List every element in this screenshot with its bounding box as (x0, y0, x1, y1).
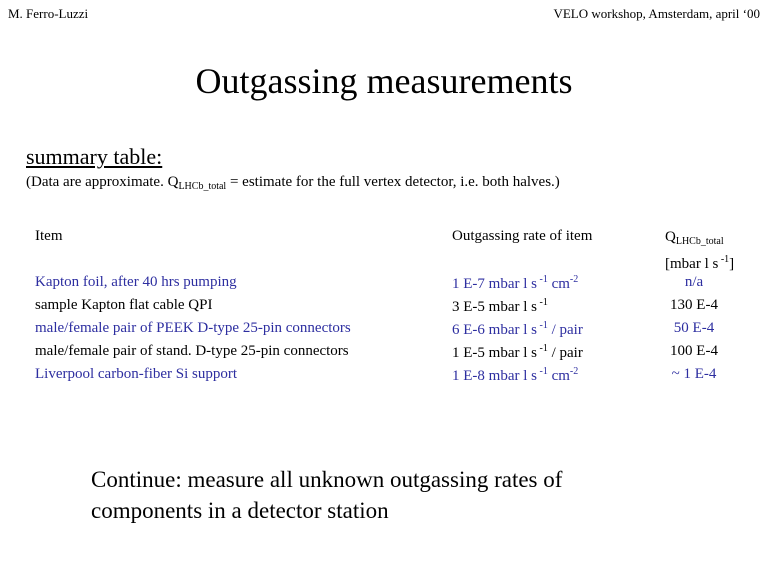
rate-base: 3 E-5 mbar l s (452, 299, 537, 315)
summary-table-label: summary table: (26, 144, 163, 169)
note-text-end: = estimate for the full vertex detector, i.e. both halves.) (226, 174, 560, 190)
rate-base: 6 E-6 mbar l s (452, 322, 537, 338)
table-cell-q: 50 E-4 (673, 320, 715, 336)
table-cell-q: 130 E-4 (670, 297, 718, 313)
table-cell-rate (452, 366, 578, 385)
table-cell-rate (452, 274, 578, 293)
q-unit-prefix: [mbar l s (665, 256, 719, 272)
table-cell-q: ~ 1 E-4 (671, 366, 717, 382)
rate-area-exponent: -2 (569, 274, 579, 285)
note-subscript: LHCb_total (178, 181, 227, 192)
rate-base: 1 E-8 mbar l s (452, 368, 537, 384)
rate-area-exponent: -2 (569, 366, 579, 377)
note-text-start: (Data are approximate. Q (26, 174, 179, 190)
data-note (26, 174, 560, 192)
event-info: VELO workshop, Amsterdam, april ‘00 (553, 6, 760, 21)
q-subscript: LHCb_total (675, 236, 724, 247)
rate-exponent: -1 (536, 297, 548, 308)
slide-title: Outgassing measurements (195, 61, 573, 101)
table-cell-item: Liverpool carbon-fiber Si support (35, 366, 238, 382)
rate-base: 1 E-5 mbar l s (452, 345, 537, 361)
author-name: M. Ferro-Luzzi (8, 6, 89, 21)
rate-exponent: -1 (536, 274, 548, 285)
table-cell-item: male/female pair of stand. D-type 25-pin connectors (35, 343, 349, 359)
column-header-q (665, 228, 734, 273)
q-main: Q (665, 229, 676, 245)
table-cell-rate (452, 297, 548, 316)
rate-per-pair: / pair (547, 322, 583, 338)
q-unit-suffix: ] (729, 256, 735, 272)
rate-per-pair: / pair (547, 345, 583, 361)
table-cell-rate (452, 343, 583, 362)
rate-area-unit: cm (547, 276, 570, 292)
q-header-unit (665, 251, 734, 273)
column-header-rate: Outgassing rate of item (452, 228, 593, 244)
q-unit-exponent: -1 (718, 254, 730, 265)
q-header-symbol (665, 228, 734, 251)
rate-exponent: -1 (536, 366, 548, 377)
table-cell-item: Kapton foil, after 40 hrs pumping (35, 274, 237, 290)
rate-exponent: -1 (536, 320, 548, 331)
column-header-item: Item (35, 228, 63, 244)
footer-text: Continue: measure all unknown outgassing rates of components in a detector station (91, 467, 563, 523)
rate-exponent: -1 (536, 343, 548, 354)
table-cell-q: 100 E-4 (670, 343, 718, 359)
rate-base: 1 E-7 mbar l s (452, 276, 537, 292)
rate-area-unit: cm (547, 368, 570, 384)
table-cell-item: male/female pair of PEEK D-type 25-pin connectors (35, 320, 351, 336)
table-cell-item: sample Kapton flat cable QPI (35, 297, 213, 313)
table-cell-q: n/a (684, 274, 704, 290)
table-cell-rate (452, 320, 583, 339)
